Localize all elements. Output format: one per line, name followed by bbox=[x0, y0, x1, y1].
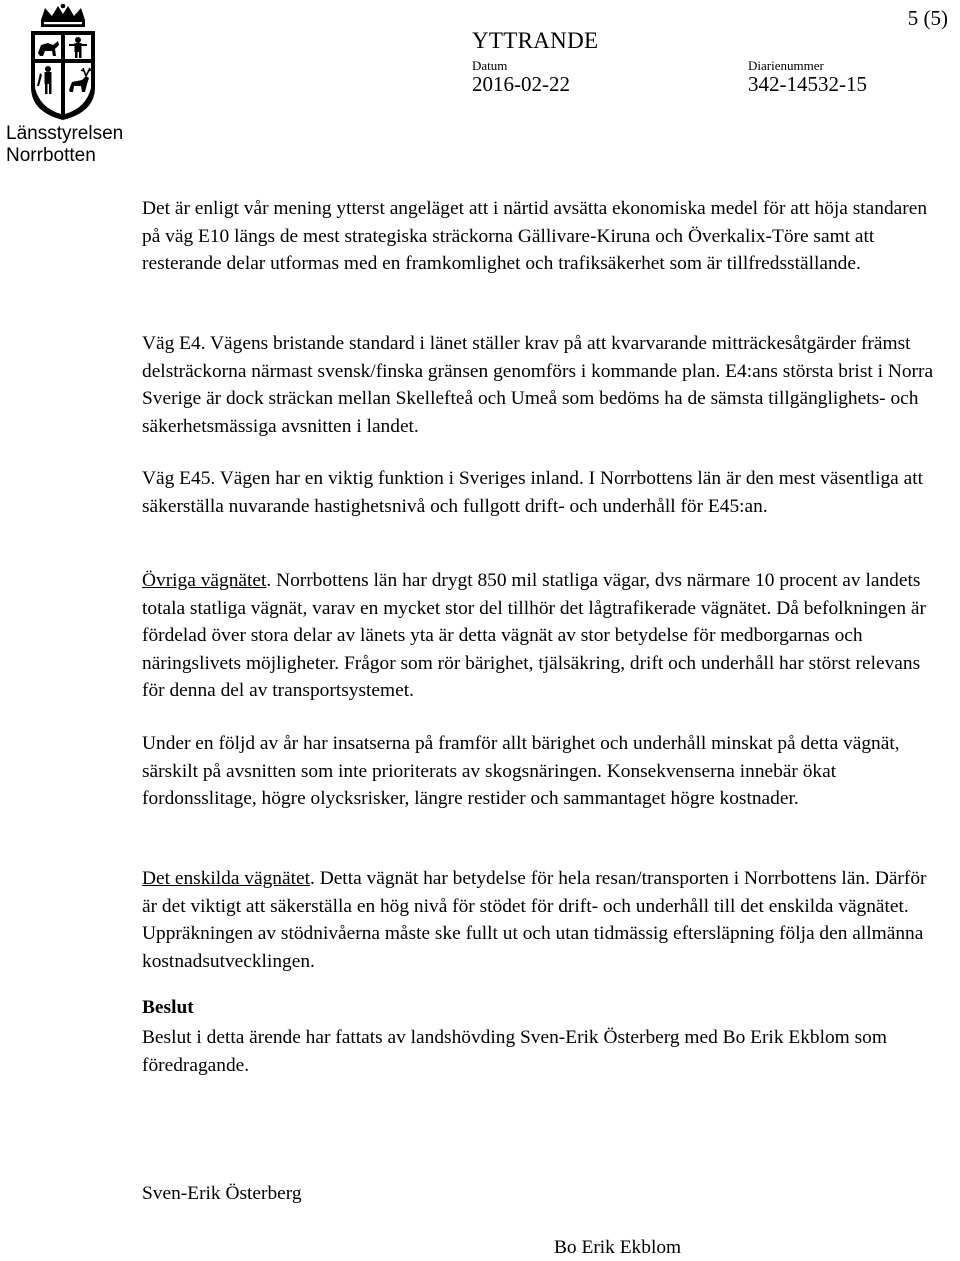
paragraph-ovriga-heading: Övriga vägnätet bbox=[142, 570, 267, 591]
paragraph-enskilda-heading: Det enskilda vägnätet bbox=[142, 868, 310, 889]
agency-name bbox=[6, 123, 123, 167]
paragraph-e4 bbox=[142, 330, 942, 440]
date-value: 2016-02-22 bbox=[472, 72, 570, 96]
paragraph-e4-text: Vägens bristande standard i länet ställer krav på att kvarvarande mitträckesåtgärder främst delsträckorna närmast svensk/finska gränsen genomförs i kommande plan. E4:ans största brist i Norra Sverige är dock sträckan mellan Skellefteå och Umeå som bedöms ha de sämsta tillgänglighets- och säkerhetsmässiga avsnitten i landet. bbox=[142, 333, 934, 437]
paragraph-e45 bbox=[142, 465, 942, 520]
paragraph-e45-text: Vägen har en viktig funktion i Sveriges inland. I Norrbottens län är den mest väsentliga att säkerställa nuvarande hastighetsnivå och fullgott drift- och underhåll för E45:an. bbox=[142, 468, 924, 517]
paragraph-enskilda-vagnatet bbox=[142, 865, 942, 975]
paragraph-beslut: Beslut i detta ärende har fattats av landshövding Sven-Erik Österberg med Bo Erik Ekblom som föredragande. bbox=[142, 1027, 887, 1076]
paragraph-e4-heading: Väg E4. bbox=[142, 333, 206, 354]
coat-of-arms-icon bbox=[28, 4, 98, 122]
paragraph-intro: Det är enligt vår mening ytterst angeläget att i närtid avsätta ekonomiska medel för att höja standaren på väg E10 längs de mest strategiska sträckorna Gällivare-Kiruna och Överkalix-Töre samt att resterande delar utformas med en framkomlighet och trafiksäkerhet som är tillfredsställande. bbox=[142, 198, 928, 274]
paragraph-ovriga-text: . Norrbottens län har drygt 850 mil statliga vägar, dvs närmare 10 procent av landets totala statliga vägnät, varav en mycket stor del tillhör det lågtrafikerade vägnätet. Då befolkningen är fördelad över stora delar av länets yta är detta vägnät av stor betydelse för medborgarnas och näringslivets möjligheter. Frågor som rör bärighet, tjälsäkring, drift och underhåll har störst relevans för denna del av transportsystemet. bbox=[142, 570, 926, 701]
beslut-heading: Beslut bbox=[142, 997, 194, 1018]
agency-name-line-1: Länsstyrelsen bbox=[6, 123, 124, 144]
paragraph-ovriga-vagnatet bbox=[142, 567, 942, 705]
paragraph-e45-heading: Väg E45. bbox=[142, 468, 216, 489]
date-label: Datum bbox=[472, 58, 508, 73]
page-number: 5 (5) bbox=[907, 6, 948, 30]
signature-landshovding: Sven-Erik Österberg bbox=[142, 1183, 302, 1204]
diarie-label: Diarienummer bbox=[748, 58, 824, 73]
signature-foredragande: Bo Erik Ekblom bbox=[554, 1237, 682, 1258]
agency-name-line-2: Norrbotten bbox=[6, 145, 96, 166]
paragraph-enskilda-text: . Detta vägnät har betydelse för hela resan/transporten i Norrbottens län. Därför är det viktigt att säkerställa en hög nivå för stödet för drift- och underhåll till det enskilda vägnätet. Uppräkningen av stödnivåerna måste ske fullt ut och utan tidmässig eftersläpning följa den allmänna kostnadsutvecklingen. bbox=[142, 868, 927, 972]
document-type: YTTRANDE bbox=[472, 28, 599, 53]
paragraph-underhall: Under en följd av år har insatserna på framför allt bärighet och underhåll minskat på detta vägnät, särskilt på avsnitten som inte prioriterats av skogsnäringen. Konsekvenserna innebär ökat fordonsslitage, högre olycksrisker, längre restider och sammantaget högre kostnader. bbox=[142, 733, 900, 809]
agency-logo bbox=[6, 4, 124, 166]
diarie-value: 342-14532-15 bbox=[748, 72, 867, 96]
